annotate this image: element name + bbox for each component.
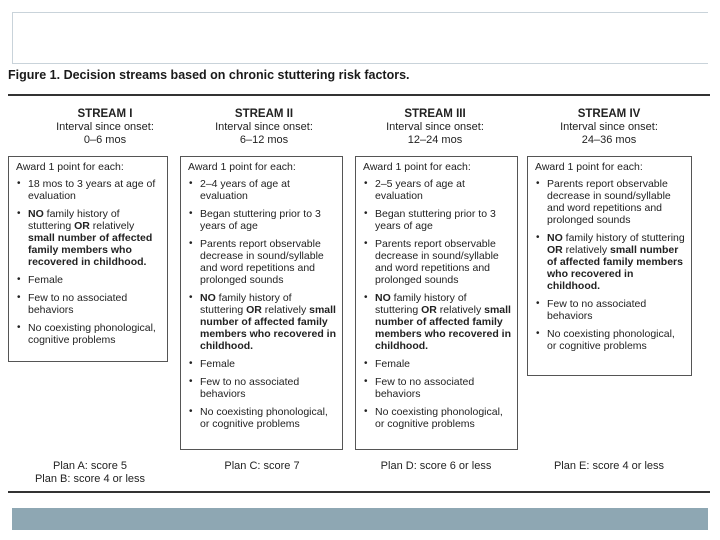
stream-2-interval-label: Interval since onset: <box>215 121 313 133</box>
criteria-list <box>363 178 511 430</box>
criterion: • Began stuttering prior to 3 years of age <box>363 208 511 232</box>
stream-4-criteria-box <box>527 156 692 376</box>
top-rule <box>8 94 710 96</box>
plan-c: Plan C: score 7 <box>224 460 300 472</box>
criterion: • Female <box>363 358 511 370</box>
criterion: • Began stuttering prior to 3 years of age <box>188 208 336 232</box>
criterion: • No coexisting phonological, or cognitive problems <box>188 406 336 430</box>
stream-4-header <box>534 108 684 147</box>
stream-4-interval-value: 24–36 mos <box>581 134 637 146</box>
criterion: • NO family history of stuttering OR relatively small number of affected family members who recovered in childhood. <box>363 292 511 352</box>
criterion: • 2–5 years of age at evaluation <box>363 178 511 202</box>
criteria-list <box>188 178 336 430</box>
stream-3-criteria-box <box>355 156 518 450</box>
stream-2-interval-value: 6–12 mos <box>239 134 289 146</box>
criterion: • Few to no associated behaviors <box>363 376 511 400</box>
criterion: • NO family history of stuttering OR relatively small number of affected family members who recovered in childhood. <box>16 208 161 268</box>
criterion: • 18 mos to 3 years at age of evaluation <box>16 178 161 202</box>
criterion: • No coexisting phonological, or cognitive problems <box>535 328 685 352</box>
criterion: • No coexisting phonological, cognitive problems <box>16 322 161 346</box>
criterion: • NO family history of stuttering OR relatively small number of affected family members who recovered in childhood. <box>535 232 685 292</box>
footer-band <box>12 508 708 530</box>
criterion: • 2–4 years of age at evaluation <box>188 178 336 202</box>
stream-1-title: STREAM I <box>77 108 133 120</box>
criterion: • Female <box>188 358 336 370</box>
award-heading: Award 1 point for each: <box>363 161 471 173</box>
stream-1-criteria-box <box>8 156 168 362</box>
stream-2-title: STREAM II <box>234 108 294 120</box>
stream-3-header <box>360 108 510 147</box>
criteria-list <box>535 178 685 352</box>
plan-d: Plan D: score 6 or less <box>380 460 492 472</box>
award-heading: Award 1 point for each: <box>16 161 124 173</box>
stream-2-header <box>189 108 339 147</box>
criterion: • Few to no associated behaviors <box>188 376 336 400</box>
stream-1-interval-label: Interval since onset: <box>56 121 154 133</box>
award-heading: Award 1 point for each: <box>188 161 296 173</box>
criterion: • Few to no associated behaviors <box>535 298 685 322</box>
stream-3-interval-value: 12–24 mos <box>407 134 463 146</box>
criterion: • Parents report observable decrease in sound/syllable and word repetitions and prolonged sounds <box>363 238 511 286</box>
plan-e: Plan E: score 4 or less <box>553 460 665 472</box>
header-band <box>12 12 708 64</box>
criterion: • No coexisting phonological, or cognitive problems <box>363 406 511 430</box>
criterion: • NO family history of stuttering OR relatively small number of affected family members who recovered in childhood. <box>188 292 336 352</box>
stream-1-interval-value: 0–6 mos <box>83 134 127 146</box>
plan-a: Plan A: score 5 <box>53 460 127 472</box>
criterion: • Parents report observable decrease in sound/syllable and word repetitions and prolonged sounds <box>535 178 685 226</box>
plan-b: Plan B: score 4 or less <box>34 473 146 485</box>
criteria-list <box>16 178 161 346</box>
stream-3-interval-label: Interval since onset: <box>386 121 484 133</box>
criterion: • Female <box>16 274 161 286</box>
criterion: • Parents report observable decrease in sound/syllable and word repetitions and prolonged sounds <box>188 238 336 286</box>
criterion: • Few to no associated behaviors <box>16 292 161 316</box>
award-heading: Award 1 point for each: <box>535 161 643 173</box>
stream-4-interval-label: Interval since onset: <box>560 121 658 133</box>
figure-title: Figure 1. Decision streams based on chronic stuttering risk factors. <box>8 68 410 82</box>
stream-1-header <box>30 108 180 147</box>
stream-4-title: STREAM IV <box>577 108 641 120</box>
stream-3-title: STREAM III <box>404 108 466 120</box>
bottom-rule <box>8 491 710 493</box>
stream-2-criteria-box <box>180 156 343 450</box>
